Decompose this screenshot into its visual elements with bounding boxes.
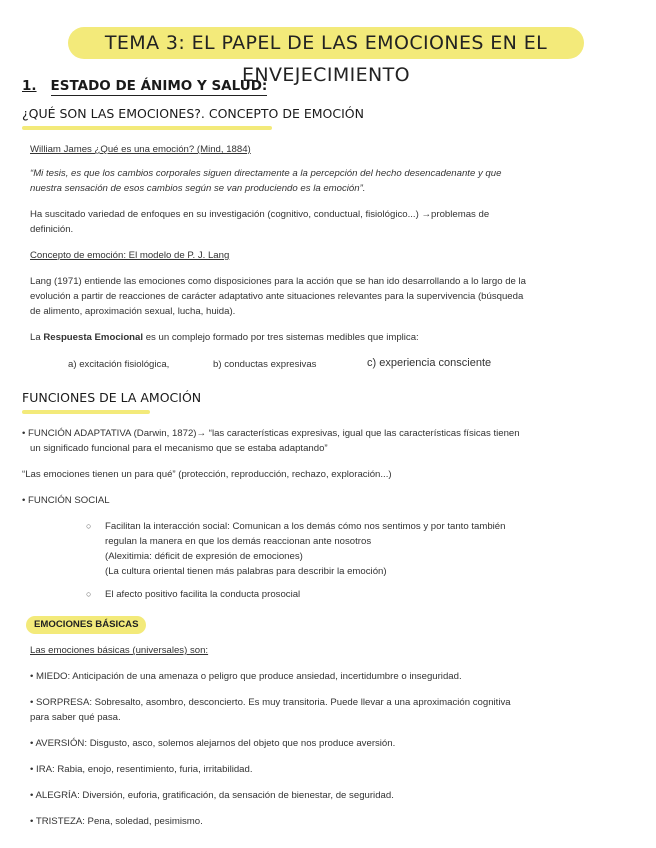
adaptive-function-line-1: • FUNCIÓN ADAPTATIVA (Darwin, 1872)→ “las características expresivas, igual que las características físicas tienen (22, 428, 520, 439)
emotion-ira: • IRA: Rabia, enojo, resentimiento, furia, irritabilidad. (30, 764, 253, 775)
emotional-response-sentence (30, 330, 419, 345)
page-title: TEMA 3: EL PAPEL DE LAS EMOCIONES EN EL ENVEJECIMIENTO (68, 27, 584, 59)
social-function-heading: • FUNCIÓN SOCIAL (22, 495, 110, 506)
social-item-1-line-2: regulan la manera en que los demás reaccionan ante nosotros (105, 536, 372, 547)
social-item-1-line-1: Facilitan la interacción social: Comunican a los demás cómo nos sentimos y por tanto también (105, 521, 506, 532)
social-item-2: El afecto positivo facilita la conducta prosocial (105, 589, 301, 600)
james-quote-line-2: nuestra sensación de esos cambios según se van produciendo es la emoción”. (30, 183, 366, 194)
section-title: ESTADO DE ÁNIMO Y SALUD: (50, 78, 268, 94)
emotion-tristeza: • TRISTEZA: Pena, soledad, pesimismo. (30, 816, 203, 827)
social-item-1-line-3: (Alexitimia: déficit de expresión de emociones) (105, 551, 303, 562)
response-item-c: c) experiencia consciente (367, 357, 492, 369)
response-suffix: es un complejo formado por tres sistemas medibles que implica: (143, 332, 419, 343)
highlight-underline (22, 126, 272, 130)
basic-emotions-heading: EMOCIONES BÁSICAS (26, 616, 146, 634)
lang-line-3: de alimento, aproximación sexual, lucha, huida). (30, 306, 236, 317)
lang-line-1: Lang (1971) entiende las emociones como disposiciones para la acción que se han ido desarrollando a lo largo de la (30, 276, 526, 287)
highlight-underline (22, 410, 150, 414)
response-item-a: a) excitación fisiológica, (68, 359, 170, 370)
circle-bullet-icon: ○ (86, 521, 92, 531)
lang-line-2: evolución a partir de reacciones de carácter adaptativo ante situaciones relevantes para la supervivencia (búsqueda (30, 291, 524, 302)
basic-emotions-intro: Las emociones básicas (universales) son: (30, 645, 209, 656)
purpose-quote: “Las emociones tienen un para qué” (protección, reproducción, rechazo, exploración...) (22, 469, 392, 480)
james-quote-line-1: “Mi tesis, es que los cambios corporales siguen directamente a la percepción del hecho desencadenante y que (30, 168, 502, 179)
emotion-miedo: • MIEDO: Anticipación de una amenaza o peligro que produce ansiedad, incertidumbre o inseguridad. (30, 671, 462, 682)
lang-heading: Concepto de emoción: El modelo de P. J. Lang (30, 250, 230, 261)
approaches-line-2: definición. (30, 224, 74, 235)
response-bold-term: Respuesta Emocional (43, 332, 144, 343)
emotion-aversion: • AVERSIÓN: Disgusto, asco, solemos alejarnos del objeto que nos produce aversión. (30, 738, 396, 749)
emotion-sorpresa-line-2: para saber qué pasa. (30, 712, 121, 723)
circle-bullet-icon: ○ (86, 589, 92, 599)
subsection-heading-emotions: ¿QUÉ SON LAS EMOCIONES?. CONCEPTO DE EMOCIÓN (22, 106, 364, 121)
response-prefix: La (30, 332, 44, 343)
functions-heading: FUNCIONES DE LA AMOCIÓN (22, 390, 202, 405)
response-item-b: b) conductas expresivas (213, 359, 317, 370)
james-heading: William James ¿Qué es una emoción? (Mind, 1884) (30, 144, 251, 155)
approaches-line-1: Ha suscitado variedad de enfoques en su investigación (cognitivo, conductual, fisiológico...) →problemas de (30, 209, 490, 220)
section-heading-1 (22, 78, 267, 94)
social-item-1-line-4: (La cultura oriental tienen más palabras para describir la emoción) (105, 566, 387, 577)
emotion-alegria: • ALEGRÍA: Diversión, euforia, gratificación, da sensación de bienestar, de seguridad. (30, 790, 394, 801)
adaptive-function-line-2: un significado funcional para el mecanismo que se estaba adaptando” (30, 443, 328, 454)
section-number: 1. (22, 78, 37, 94)
emotion-sorpresa-line-1: • SORPRESA: Sobresalto, asombro, desconcierto. Es muy transitoria. Puede llevar a una aproximación cognitiva (30, 697, 511, 708)
